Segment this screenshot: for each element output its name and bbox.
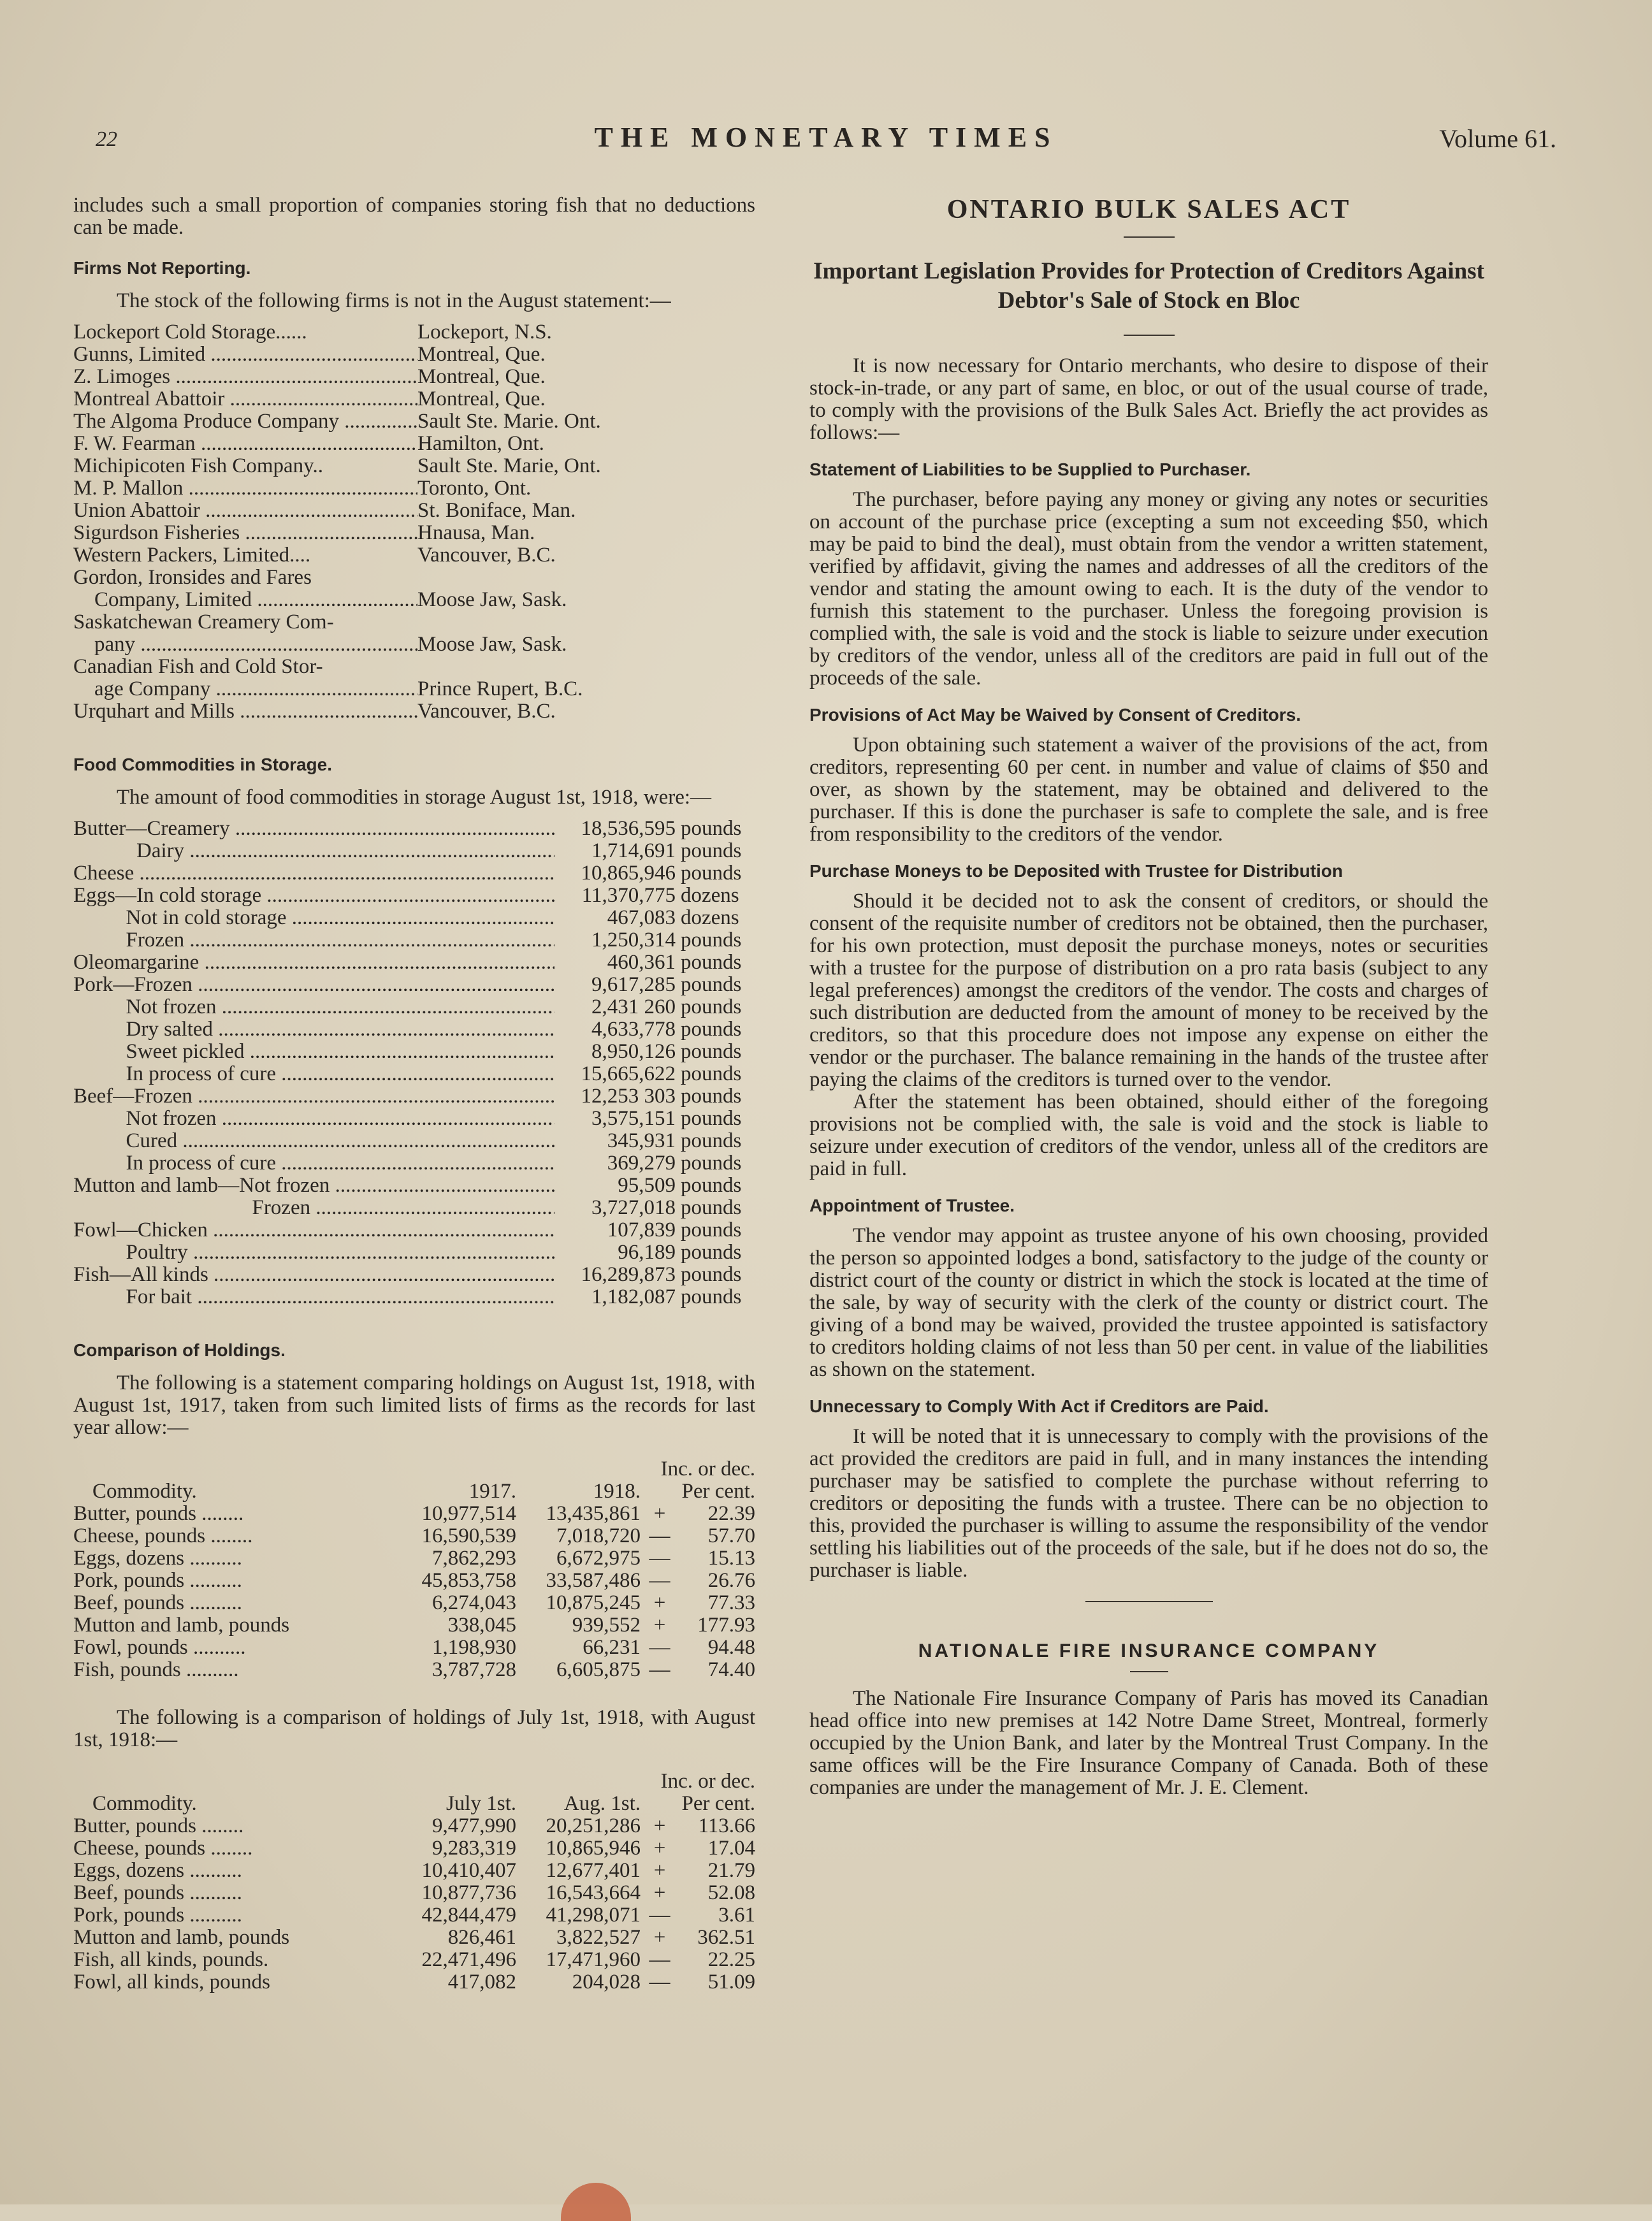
- firm-row: [73, 477, 755, 500]
- firm-location: Montreal, Que.: [417, 343, 546, 366]
- table-row: [73, 1860, 755, 1882]
- comparison-table-1: [73, 1458, 755, 1681]
- commodity-cell: Butter, pounds ........: [73, 1502, 244, 1525]
- nationale-heading: NATIONALE FIRE INSURANCE COMPANY: [918, 1640, 1380, 1661]
- food-label: Fowl—Chicken .....: [73, 1219, 554, 1241]
- article-intro: It is now necessary for Ontario merchants, who desire to dispose of their stock-in-trade, or any part of same, en bloc, or out of the usual course of trade, to comply with the provisions of the Bulk Sales Act. Briefly the act provides as follows:—: [809, 354, 1488, 444]
- value-cell: 6,274,043: [432, 1591, 516, 1614]
- food-text: The amount of food commodities in storage August 1st, 1918, were:—: [117, 786, 712, 809]
- value-cell: 10,410,407: [421, 1859, 516, 1882]
- sign-cell: +: [653, 1614, 666, 1637]
- table-row: [73, 1637, 755, 1659]
- food-unit: pounds: [681, 1241, 742, 1264]
- food-quantity: 9,617,285: [591, 973, 676, 996]
- firm-row: [73, 611, 755, 633]
- food-row: [73, 1264, 755, 1286]
- table-row: [73, 1882, 755, 1904]
- food-row: [73, 951, 755, 974]
- firm-name: The Algoma Produce Company .....: [73, 410, 417, 433]
- firm-location: Toronto, Ont.: [417, 477, 532, 500]
- value-cell: 417,082: [447, 1971, 516, 1993]
- food-unit: pounds: [681, 995, 742, 1018]
- value-cell: 33,587,486: [546, 1569, 641, 1592]
- section-heading: Purchase Moneys to be Deposited with Trustee for Distribution: [809, 861, 1344, 881]
- sign-cell: —: [649, 1658, 670, 1681]
- firm-location: Moose Jaw, Sask.: [417, 633, 567, 656]
- table1-header-pct: Per cent.: [681, 1480, 755, 1503]
- food-label: Fish—All kinds .....: [73, 1264, 554, 1286]
- food-unit: pounds: [681, 1152, 742, 1175]
- food-unit: pounds: [681, 1196, 742, 1219]
- sign-cell: —: [649, 1948, 670, 1971]
- table-row: [73, 1837, 755, 1860]
- nationale-text: The Nationale Fire Insurance Company of Paris has moved its Canadian head office into new premises at 142 Notre Dame Street, Montreal, formerly occupied by the Union Bank, and later by the Montreal Trust Company. In the same offices will be the Fire Insurance Company of Canada. Both of these companies are under the management of Mr. J. E. Clement.: [809, 1687, 1488, 1799]
- value-cell: 939,552: [572, 1614, 641, 1637]
- food-unit: pounds: [681, 951, 742, 974]
- value-cell: 10,865,946: [546, 1837, 641, 1860]
- food-row: [73, 1018, 755, 1041]
- firm-row: [73, 656, 755, 678]
- firm-name: F. W. Fearman .....: [73, 433, 417, 455]
- food-unit: pounds: [681, 1107, 742, 1130]
- section-paragraph: Should it be decided not to ask the consent of creditors, or should the consent of the requisite number of creditors not be obtained, then the purchaser, for his own protection, must deposit the purchase moneys, notes or securities with a trustee for the purpose of distribution on a pro rata basis (subject to any legal preferences) amongst the creditors of the vendor. The costs and charges of such distribution are deducted from the amount of money to be received by the creditors, so that this procedure does not impose any expense on either the vendor or the purchaser. The balance remaining in the hands of the trustee after paying the claims of the creditors is turned over to the vendor.: [809, 890, 1488, 1091]
- table1-header-a: 1917.: [468, 1480, 516, 1503]
- firm-row: [73, 522, 755, 544]
- food-unit: pounds: [681, 817, 742, 840]
- section-heading: Unnecessary to Comply With Act if Creditors are Paid.: [809, 1396, 1269, 1416]
- percent-cell: 113.66: [698, 1814, 755, 1837]
- food-quantity: 12,253 303: [581, 1085, 676, 1108]
- food-unit: pounds: [681, 1263, 742, 1286]
- section-paragraph: The vendor may appoint as trustee anyone of his own choosing, provided the person so appointed lodges a bond, satisfactory to the judge of the county or district court of the county or district in which the stock is located at the time of the sale, by way of security with the clerk of the county or district court. The giving of a bond may be waived, provided the trustee appointed is satisfactory to creditors holding claims of not less than 50 per cent. in value of the liabilities as shown on the statement.: [809, 1224, 1488, 1381]
- food-label: Not frozen .....: [73, 996, 554, 1018]
- food-quantity: 18,536,595: [581, 817, 676, 840]
- value-cell: 10,877,736: [421, 1881, 516, 1904]
- commodity-cell: Fish, all kinds, pounds.: [73, 1948, 269, 1971]
- value-cell: 10,977,514: [421, 1502, 516, 1525]
- food-quantity: 16,289,873: [581, 1263, 676, 1286]
- firm-name: Urquhart and Mills .....: [73, 700, 417, 723]
- right-column: [809, 194, 1488, 1799]
- table1-header-b: 1918.: [593, 1480, 641, 1503]
- table-row: [73, 1547, 755, 1570]
- food-quantity: 1,250,314: [591, 929, 676, 951]
- food-quantity: 107,839: [607, 1219, 676, 1241]
- food-row: [73, 885, 755, 907]
- firm-location: Hnausa, Man.: [417, 521, 535, 544]
- food-row: [73, 974, 755, 996]
- food-row: [73, 929, 755, 951]
- food-quantity: 345,931: [607, 1129, 676, 1152]
- food-row: [73, 840, 755, 862]
- value-cell: 16,543,664: [546, 1881, 641, 1904]
- food-quantity: 1,182,087: [591, 1285, 676, 1308]
- page-header: [96, 121, 1556, 159]
- value-cell: 9,283,319: [432, 1837, 516, 1860]
- commodity-cell: Cheese, pounds ........: [73, 1837, 253, 1860]
- table1-header-commodity: Commodity.: [92, 1480, 197, 1503]
- commodity-cell: Fish, pounds ..........: [73, 1658, 239, 1681]
- food-label: Pork—Frozen .....: [73, 974, 554, 996]
- page-stain: [561, 2183, 631, 2221]
- commodity-cell: Mutton and lamb, pounds: [73, 1614, 290, 1637]
- food-row: [73, 862, 755, 885]
- food-label: Sweet pickled .....: [73, 1041, 554, 1063]
- food-quantity: 4,633,778: [591, 1018, 676, 1041]
- value-cell: 3,787,728: [432, 1658, 516, 1681]
- food-row: [73, 1175, 755, 1197]
- firm-name: Canadian Fish and Cold Stor-: [73, 656, 323, 678]
- firm-row: [73, 544, 755, 567]
- firm-name: Gunns, Limited .....: [73, 344, 417, 366]
- food-row: [73, 1241, 755, 1264]
- food-row: [73, 1197, 755, 1219]
- food-quantity: 95,509: [618, 1174, 676, 1197]
- section-heading: Provisions of Act May be Waived by Consent of Creditors.: [809, 705, 1301, 725]
- food-row: [73, 1286, 755, 1308]
- firm-location: Vancouver, B.C.: [417, 544, 556, 567]
- commodity-cell: Mutton and lamb, pounds: [73, 1926, 290, 1949]
- commodity-cell: Cheese, pounds ........: [73, 1524, 253, 1547]
- food-quantity: 96,189: [618, 1241, 676, 1264]
- food-quantity: 10,865,946: [581, 862, 676, 885]
- table-row: [73, 1815, 755, 1837]
- food-label: In process of cure .....: [73, 1063, 554, 1085]
- food-label: Beef—Frozen .....: [73, 1085, 554, 1108]
- food-unit: dozens: [681, 906, 739, 929]
- food-label: Cheese .....: [73, 862, 554, 885]
- food-unit: pounds: [681, 929, 742, 951]
- percent-cell: 21.79: [707, 1859, 755, 1882]
- food-quantity: 3,575,151: [591, 1107, 676, 1130]
- food-row: [73, 1108, 755, 1130]
- food-quantity: 11,370,775: [581, 884, 676, 907]
- comparison-text-2: The following is a comparison of holdings of July 1st, 1918, with August 1st, 1918:—: [73, 1706, 755, 1751]
- section-paragraph: Upon obtaining such statement a waiver of the provisions of the act, from creditors, representing 60 per cent. in number and value of claims of $50 and over, as shown by the statement, may be obtained and delivered to the purchaser. If this is done the purchaser is safe to complete the sale, and is free from responsibility to the creditors of the vendor.: [809, 734, 1488, 846]
- value-cell: 42,844,479: [421, 1904, 516, 1927]
- section-paragraph: After the statement has been obtained, should either of the foregoing provisions not be complied with, the sale is void and the stock is liable to seizure under execution of creditors of the vendor, unless all of the creditors are paid in full.: [809, 1090, 1488, 1180]
- firm-row: [73, 321, 755, 344]
- firm-row: [73, 633, 755, 656]
- value-cell: 338,045: [447, 1614, 516, 1637]
- food-quantity: 15,665,622: [581, 1062, 676, 1085]
- firm-location: Sault Ste. Marie. Ont.: [417, 410, 601, 433]
- table2-header-pct: Per cent.: [681, 1792, 755, 1815]
- food-unit: pounds: [681, 1018, 742, 1041]
- value-cell: 3,822,527: [556, 1926, 641, 1949]
- percent-cell: 15.13: [707, 1547, 755, 1570]
- sign-cell: —: [649, 1636, 670, 1659]
- table-row: [73, 1904, 755, 1927]
- firm-location: Lockeport, N.S.: [417, 321, 552, 344]
- value-cell: 45,853,758: [421, 1569, 516, 1592]
- food-unit: pounds: [681, 1129, 742, 1152]
- food-row: [73, 996, 755, 1018]
- sign-cell: —: [649, 1904, 670, 1927]
- sign-cell: +: [653, 1881, 666, 1904]
- sign-cell: +: [653, 1591, 666, 1614]
- food-unit: pounds: [681, 1062, 742, 1085]
- food-label: Cured .....: [73, 1130, 554, 1152]
- firm-location: Vancouver, B.C.: [417, 700, 556, 723]
- table-row: [73, 1971, 755, 1993]
- sign-cell: —: [649, 1569, 670, 1592]
- food-label: Dairy .....: [73, 840, 554, 862]
- firm-name: Western Packers, Limited....: [73, 544, 311, 567]
- commodity-cell: Beef, pounds ..........: [73, 1881, 242, 1904]
- table-row: [73, 1570, 755, 1592]
- firm-row: [73, 433, 755, 455]
- commodity-cell: Eggs, dozens ..........: [73, 1547, 242, 1570]
- table1-header-inc: Inc. or dec.: [660, 1458, 755, 1480]
- firm-name: pany .....: [73, 633, 417, 656]
- article-sections: [809, 459, 1488, 1582]
- food-row: [73, 1152, 755, 1175]
- sign-cell: +: [653, 1859, 666, 1882]
- volume-label: Volume 61.: [1439, 124, 1556, 153]
- divider: [1124, 335, 1175, 336]
- sign-cell: +: [653, 1502, 666, 1525]
- firm-row: [73, 589, 755, 611]
- firm-name: Lockeport Cold Storage......: [73, 321, 307, 344]
- firm-location: Hamilton, Ont.: [417, 432, 544, 455]
- intro-continuation: includes such a small proportion of companies storing fish that no deductions can be made.: [73, 194, 755, 239]
- percent-cell: 177.93: [697, 1614, 755, 1637]
- article-headline: ONTARIO BULK SALES ACT: [946, 195, 1351, 224]
- food-label: Mutton and lamb—Not frozen .....: [73, 1175, 554, 1197]
- food-unit: pounds: [681, 973, 742, 996]
- value-cell: 22,471,496: [421, 1948, 516, 1971]
- percent-cell: 57.70: [707, 1524, 755, 1547]
- food-label: Frozen .....: [73, 929, 554, 951]
- value-cell: 9,477,990: [432, 1814, 516, 1837]
- firm-row: [73, 700, 755, 723]
- value-cell: 204,028: [572, 1971, 641, 1993]
- table-row: [73, 1614, 755, 1637]
- divider: [1124, 236, 1175, 238]
- table2-header-inc: Inc. or dec.: [660, 1770, 755, 1793]
- food-quantity: 3,727,018: [591, 1196, 676, 1219]
- percent-cell: 17.04: [707, 1837, 755, 1860]
- table2-header-commodity: Commodity.: [92, 1792, 197, 1815]
- percent-cell: 3.61: [718, 1904, 755, 1927]
- food-label: Butter—Creamery .....: [73, 818, 554, 840]
- food-label: Oleomargarine .....: [73, 951, 554, 974]
- value-cell: 16,590,539: [421, 1524, 516, 1547]
- firm-row: [73, 678, 755, 700]
- firm-location: Prince Rupert, B.C.: [417, 677, 583, 700]
- section-paragraph: The purchaser, before paying any money or giving any notes or securities on account of the purchase price (excepting a sum not exceeding $50, which may be paid to bind the deal), must obtain from the vendor a written statement, verified by affidavit, giving the names and addresses of all the creditors of the vendor and stating the amount owing to each. It is the duty of the vendor to furnish this statement to the purchaser. Unless the foregoing provision is complied with, the sale is void and the stock is liable to seizure under execution by creditors of the vendor, unless all of the creditors are paid in full out of the proceeds of the sale.: [809, 488, 1488, 690]
- table2-header-b: Aug. 1st.: [563, 1792, 641, 1815]
- firm-name: age Company .....: [73, 678, 417, 700]
- firm-name: Gordon, Ironsides and Fares: [73, 567, 312, 589]
- table-row: [73, 1525, 755, 1547]
- food-label: Not in cold storage .....: [73, 907, 554, 929]
- sign-cell: —: [649, 1547, 670, 1570]
- food-list: [73, 818, 755, 1308]
- firm-row: [73, 344, 755, 366]
- value-cell: 66,231: [583, 1636, 641, 1659]
- table-row: [73, 1927, 755, 1949]
- firm-location: St. Boniface, Man.: [417, 499, 576, 522]
- firm-row: [73, 455, 755, 477]
- value-cell: 20,251,286: [546, 1814, 641, 1837]
- percent-cell: 94.48: [707, 1636, 755, 1659]
- food-unit: pounds: [681, 1174, 742, 1197]
- value-cell: 13,435,861: [546, 1502, 641, 1525]
- firms-list: [73, 321, 755, 723]
- firm-location: Montreal, Que.: [417, 387, 546, 410]
- food-quantity: 8,950,126: [591, 1040, 676, 1063]
- percent-cell: 362.51: [697, 1926, 755, 1949]
- firm-row: [73, 388, 755, 410]
- commodity-cell: Eggs, dozens ..........: [73, 1859, 242, 1882]
- firm-name: Saskatchewan Creamery Com-: [73, 611, 334, 633]
- firm-location: [417, 567, 755, 589]
- food-row: [73, 1085, 755, 1108]
- firms-text: The stock of the following firms is not in the August statement:—: [117, 289, 671, 312]
- comparison-table-2: [73, 1770, 755, 1993]
- firm-row: [73, 410, 755, 433]
- firm-row: [73, 366, 755, 388]
- comparison-text-1: The following is a statement comparing holdings on August 1st, 1918, with August 1st, 1917, taken from such limited lists of firms as the records for last year allow:—: [73, 1371, 755, 1439]
- value-cell: 6,672,975: [556, 1547, 641, 1570]
- left-column: [73, 194, 755, 1993]
- food-label: Not frozen .....: [73, 1108, 554, 1130]
- table-row: [73, 1503, 755, 1525]
- percent-cell: 77.33: [707, 1591, 755, 1614]
- percent-cell: 51.09: [707, 1971, 755, 1993]
- section-heading: Appointment of Trustee.: [809, 1196, 1015, 1215]
- sign-cell: +: [653, 1926, 666, 1949]
- food-heading: Food Commodities in Storage.: [73, 755, 333, 774]
- table2-header-a: July 1st.: [446, 1792, 516, 1815]
- food-unit: pounds: [681, 839, 742, 862]
- article-subhead: Important Legislation Provides for Protection of Creditors Against Debtor's Sale of Stock en Bloc: [813, 258, 1484, 314]
- firm-location: [417, 656, 755, 678]
- value-cell: 6,605,875: [556, 1658, 641, 1681]
- sign-cell: +: [653, 1814, 666, 1837]
- food-row: [73, 1130, 755, 1152]
- firm-name: M. P. Mallon .....: [73, 477, 417, 500]
- firm-location: Sault Ste. Marie, Ont.: [417, 454, 601, 477]
- commodity-cell: Pork, pounds ..........: [73, 1904, 242, 1927]
- firm-name: Union Abattoir .....: [73, 500, 417, 522]
- section-heading: Statement of Liabilities to be Supplied to Purchaser.: [809, 459, 1251, 479]
- food-quantity: 1,714,691: [591, 839, 676, 862]
- food-row: [73, 818, 755, 840]
- percent-cell: 52.08: [707, 1881, 755, 1904]
- food-unit: dozens: [681, 884, 739, 907]
- firm-location: [417, 611, 755, 633]
- value-cell: 41,298,071: [546, 1904, 641, 1927]
- firm-name: Sigurdson Fisheries .....: [73, 522, 417, 544]
- section-paragraph: It will be noted that it is unnecessary to comply with the provisions of the act provided the creditors are paid in full, and in many instances the intending purchaser may be satisfied to complete the purchase without referring to creditors or depositing the funds with a trustee. There can be no objection to this, provided the purchaser is willing to assume the responsibility of the vendor settling his liabilities out of the proceeds of the sale, but if he does not do so, the purchaser is liable.: [809, 1425, 1488, 1582]
- food-quantity: 460,361: [607, 951, 676, 974]
- food-unit: pounds: [681, 1040, 742, 1063]
- table-row: [73, 1592, 755, 1614]
- value-cell: 826,461: [447, 1926, 516, 1949]
- food-row: [73, 1219, 755, 1241]
- divider: [1085, 1601, 1213, 1602]
- value-cell: 10,875,245: [546, 1591, 641, 1614]
- comparison-heading: Comparison of Holdings.: [73, 1340, 286, 1360]
- table-row: [73, 1949, 755, 1971]
- sign-cell: —: [649, 1971, 670, 1993]
- food-label: Frozen .....: [73, 1197, 554, 1219]
- food-unit: pounds: [681, 1285, 742, 1308]
- table-row: [73, 1659, 755, 1681]
- value-cell: 1,198,930: [432, 1636, 516, 1659]
- food-label: In process of cure .....: [73, 1152, 554, 1175]
- food-quantity: 369,279: [607, 1152, 676, 1175]
- commodity-cell: Fowl, all kinds, pounds: [73, 1971, 270, 1993]
- value-cell: 17,471,960: [546, 1948, 641, 1971]
- food-unit: pounds: [681, 1085, 742, 1108]
- food-row: [73, 907, 755, 929]
- commodity-cell: Pork, pounds ..........: [73, 1569, 242, 1592]
- food-label: For bait .....: [73, 1286, 554, 1308]
- firm-name: Z. Limoges .....: [73, 366, 417, 388]
- food-row: [73, 1063, 755, 1085]
- food-quantity: 467,083: [607, 906, 676, 929]
- value-cell: 7,018,720: [556, 1524, 641, 1547]
- food-unit: pounds: [681, 862, 742, 885]
- publication-title: THE MONETARY TIMES: [594, 122, 1058, 153]
- food-label: Eggs—In cold storage .....: [73, 885, 554, 907]
- commodity-cell: Fowl, pounds ..........: [73, 1636, 246, 1659]
- firm-name: Montreal Abattoir .....: [73, 388, 417, 410]
- firms-heading: Firms Not Reporting.: [73, 258, 251, 278]
- percent-cell: 74.40: [707, 1658, 755, 1681]
- firm-location: Montreal, Que.: [417, 365, 546, 388]
- percent-cell: 22.25: [707, 1948, 755, 1971]
- food-label: Dry salted .....: [73, 1018, 554, 1041]
- commodity-cell: Butter, pounds ........: [73, 1814, 244, 1837]
- commodity-cell: Beef, pounds ..........: [73, 1591, 242, 1614]
- firm-name: Company, Limited .....: [73, 589, 417, 611]
- firm-name: Michipicoten Fish Company..: [73, 455, 324, 477]
- sign-cell: +: [653, 1837, 666, 1860]
- food-unit: pounds: [681, 1219, 742, 1241]
- food-row: [73, 1041, 755, 1063]
- firm-location: Moose Jaw, Sask.: [417, 588, 567, 611]
- percent-cell: 26.76: [707, 1569, 755, 1592]
- food-label: Poultry .....: [73, 1241, 554, 1264]
- percent-cell: 22.39: [707, 1502, 755, 1525]
- firm-row: [73, 567, 755, 589]
- page-number: 22: [96, 127, 117, 151]
- food-quantity: 2,431 260: [591, 995, 676, 1018]
- sign-cell: —: [649, 1524, 670, 1547]
- value-cell: 7,862,293: [432, 1547, 516, 1570]
- divider: [1130, 1671, 1168, 1672]
- value-cell: 12,677,401: [546, 1859, 641, 1882]
- firm-row: [73, 500, 755, 522]
